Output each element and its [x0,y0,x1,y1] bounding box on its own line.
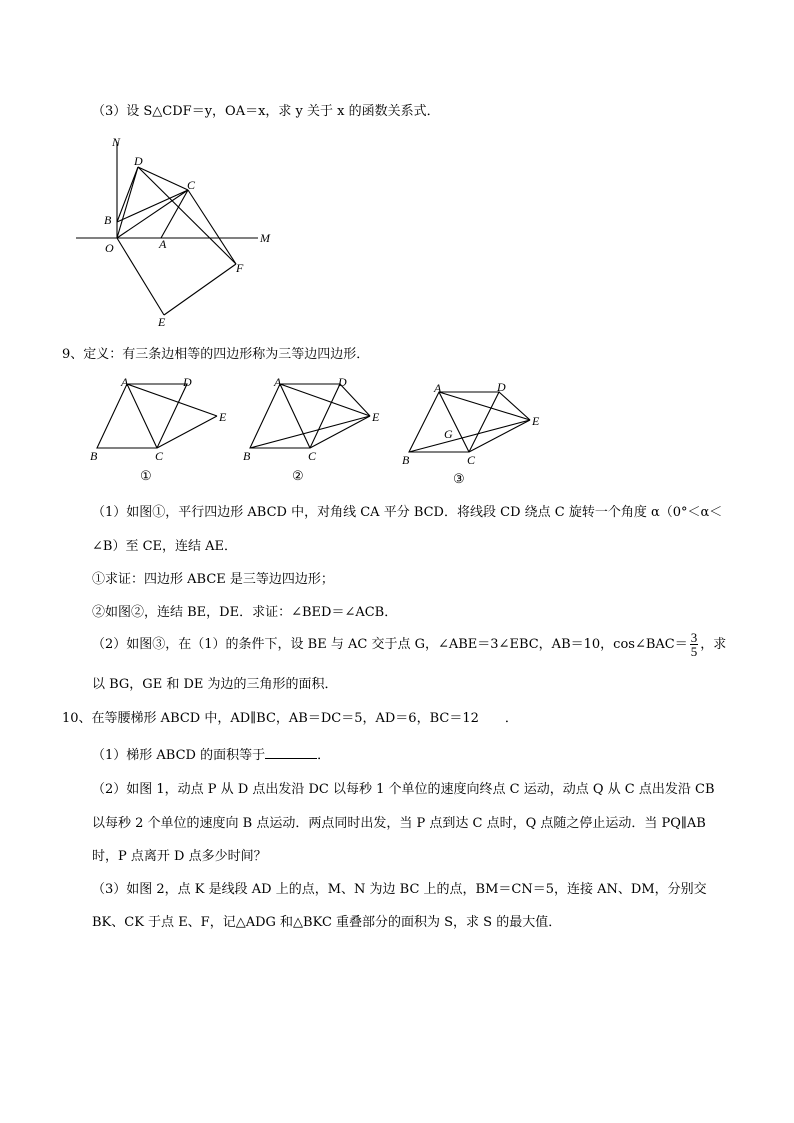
fig1-C: C [155,449,164,463]
fig2-D: D [338,375,347,389]
q10-part1-end: ． [317,748,331,763]
q10-part2-line3: 时，P 点离开 D 点多少时间？ [92,849,267,864]
q9-figures [84,372,554,492]
fig2-C: C [308,449,317,463]
label-E: E [158,315,166,329]
q9-part2-line1 [92,630,726,660]
q9-part1-sub2: ②如图②，连结 BE，DE．求证：∠BED＝∠ACB． [92,605,398,620]
fig2-E: E [372,410,380,424]
fig3-C: C [467,453,476,467]
label-B: B [104,213,112,227]
q8-part3-text: （3）设 S△CDF＝y，OA＝x，求 y 关于 x 的函数关系式． [92,104,440,119]
fig1-B: B [90,449,98,463]
label-C: C [187,178,196,192]
q10-part2-line1: （2）如图 1，动点 P 从 D 点出发沿 DC 以每秒 1 个单位的速度向终点 C 运动，动点 Q 从 C 点出发沿 CB [92,782,715,797]
fig2-number: ② [292,468,304,483]
q9-part2-text-b: ，求 [700,637,727,652]
label-N: N [112,135,121,149]
fig1-A: A [121,375,129,389]
label-O: O [105,241,114,255]
label-M: M [260,231,270,245]
q9-part1-line1: （1）如图①，平行四边形 ABCD 中，对角线 CA 平分 BCD．将线段 CD 绕点 C 旋转一个角度 α（0°＜α＜ [92,505,723,520]
fig2-B: B [243,449,251,463]
label-F: F [236,261,244,275]
fraction-3-5 [690,631,699,658]
label-A: A [159,237,167,251]
fig3-E: E [532,414,540,428]
q10-part3-line1: （3）如图 2，点 K 是线段 AD 上的点，M、N 为边 BC 上的点，BM＝CN＝5，连接 AN、DM，分别交 [92,882,707,897]
q8-figure [68,132,283,332]
q10-part1-text: （1）梯形 ABCD 的面积等于 [92,748,266,763]
q9-part2-line2: 以 BG，GE 和 DE 为边的三角形的面积． [92,677,338,692]
q10-part1 [92,746,330,765]
fig3-D: D [497,380,506,394]
fraction-denominator: 5 [690,644,698,659]
q10-part3-line2: BK、CK 于点 E、F，记△ADG 和△BKC 重叠部分的面积为 S，求 S 的最大值． [92,915,562,930]
q9-part1-line2: ∠B）至 CE，连结 AE． [92,539,238,554]
answer-blank[interactable] [265,746,317,759]
q10-title: 10、在等腰梯形 ABCD 中，AD∥BC，AB＝DC＝5，AD＝6，BC＝12 ． [62,711,518,726]
fig3-number: ③ [453,471,465,486]
fig1-D: D [183,375,192,389]
fig1-number: ① [140,468,152,483]
fig2-A: A [274,375,282,389]
fraction-numerator: 3 [690,630,698,645]
fig1-E: E [219,410,227,424]
q10-part2-line2: 以每秒 2 个单位的速度向 B 点运动．两点同时出发，当 P 点到达 C 点时，Q 点随之停止运动．当 PQ∥AB [92,816,706,831]
q9-part1-sub1: ①求证：四边形 ABCE 是三等边四边形； [92,572,334,587]
fig3-B: B [402,453,410,467]
fig3-G: G [444,427,453,441]
q9-title: 9、定义：有三条边相等的四边形称为三等边四边形． [62,347,370,362]
label-D: D [134,154,143,168]
q9-part2-text-a: （2）如图③，在（1）的条件下，设 BE 与 AC 交于点 G，∠ABE＝3∠EBC，AB＝10，cos∠BAC＝ [92,637,688,652]
fig3-A: A [434,381,442,395]
